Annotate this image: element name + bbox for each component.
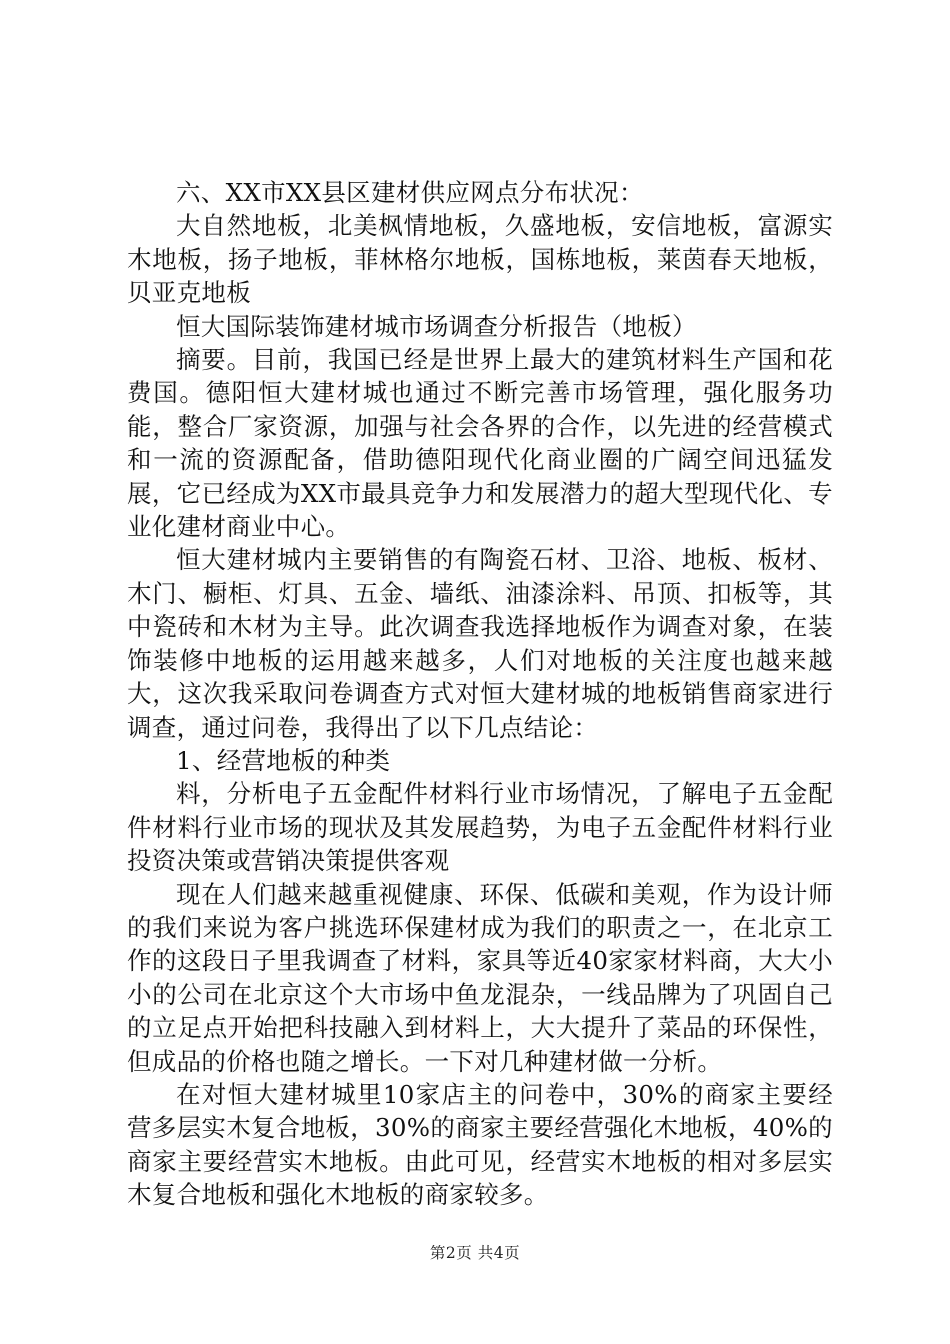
subheading-floor-types: 1、经营地板的种类	[176, 745, 391, 775]
section-heading-distribution: 六、XX市XX县区建材供应网点分布状况：	[176, 178, 644, 207]
document-body	[127, 176, 833, 1212]
paragraph-brand-list: 大自然地板，北美枫情地板，久盛地板，安信地板，富源实木地板，扬子地板，菲林格尔地板，国栋地板，莱茵春天地板，贝亚克地板	[127, 211, 833, 308]
paragraph-eco-materials: 现在人们越来越重视健康、环保、低碳和美观，作为设计师的我们来说为客户挑选环保建材成为我们的职责之一，在北京工作的这段日子里我调查了材料，家具等近40家家材料商，大大小小的公司在北京这个大市场中鱼龙混杂，一线品牌为了巩固自己的立足点开始把科技融入到材料上，大大提升了菜品的环保性，但成品的价格也随之增长。一下对几种建材做一分析。	[127, 879, 833, 1076]
paragraph-abstract: 摘要。目前，我国已经是世界上最大的建筑材料生产国和花费国。德阳恒大建材城也通过不断完善市场管理，强化服务功能，整合厂家资源，加强与社会各界的合作，以先进的经营模式和一流的资源配备，借助德阳现代化商业圈的广阔空间迅猛发展，它已经成为XX市最具竞争力和发展潜力的超大型现代化、专业化建材商业中心。	[127, 345, 833, 542]
paragraph-hardware-analysis: 料，分析电子五金配件材料行业市场情况，了解电子五金配件材料行业市场的现状及其发展趋势，为电子五金配件材料行业投资决策或营销决策提供客观	[127, 779, 833, 876]
paragraph-survey-results: 在对恒大建材城里10家店主的问卷中，30%的商家主要经营多层实木复合地板，30%的商家主要经营强化木地板，40%的商家主要经营实木地板。由此可见，经营实木地板的相对多层实木复合地板和强化木地板的商家较多。	[127, 1079, 833, 1210]
page-number-footer: 第2页 共4页	[429, 1244, 521, 1262]
paragraph-market-survey: 恒大建材城内主要销售的有陶瓷石材、卫浴、地板、板材、木门、橱柜、灯具、五金、墙纸、油漆涂料、吊顶、扣板等，其中瓷砖和木材为主导。此次调查我选择地板作为调查对象，在装饰装修中地板的运用越来越多，人们对地板的关注度也越来越大，这次我采取问卷调查方式对恒大建材城的地板销售商家进行调查，通过问卷，我得出了以下几点结论：	[127, 545, 833, 742]
report-title: 恒大国际装饰建材城市场调查分析报告（地板）	[176, 311, 697, 341]
